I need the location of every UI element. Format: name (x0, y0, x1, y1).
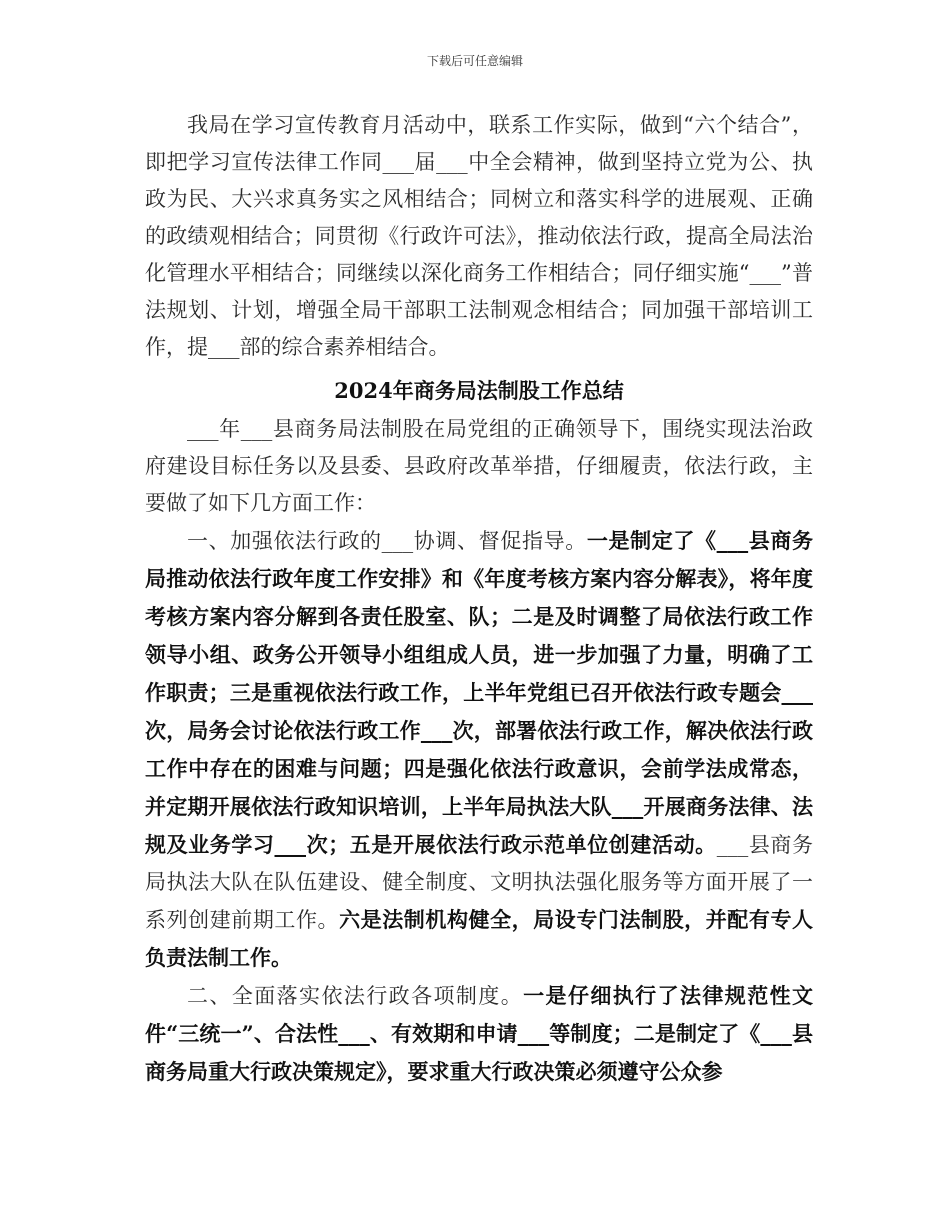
section-1-body-light: ___县商务局执法大队在队伍建设、健全制度、文明执法强化服务等方面开展了一系列创建前期工作。 (145, 833, 814, 932)
section-1-body-end: 六是法制机构健全，局设专门法制股，并配有专人负责法制工作。 (145, 907, 814, 970)
summary-paragraph: ___年___县商务局法制股在局党组的正确领导下，围绕实现法治政府建设目标任务以及县委、县政府改革举措，仔细履责，依法行政，主要做了如下几方面工作： (145, 417, 813, 515)
section-1-body: 一是制定了《___县商务局推动依法行政年度工作安排》和《年度考核方案内容分解表》，将年度考核方案内容分解到各责任股室、队；二是及时调整了局依法行政工作领导小组、政务公开领导小组组成人员，进一步加强了力量，明确了工作职责；三是重视依法行政工作，上半年党组已召开依法行政专题会___次，局务会讨论依法行政工作___次，部署依法行政工作，解决依法行政工作中存在的困难与问题；四是强化依法行政意识，会前学法成常态，并定期开展依法行政知识培训，上半年局执法大队___开展商务法律、法规及业务学习___次；五是开展依法行政示范单位创建活动。 (145, 528, 814, 857)
intro-paragraph: 我局在学习宣传教育月活动中，联系工作实际，做到“六个结合”，即把学习宣传法律工作同___届___中全会精神，做到坚持立党为公、执政为民、大兴求真务实之风相结合；同树立和落实科学的进展观、正确的政绩观相结合；同贯彻《行政许可法》，推动依法行政，提高全局法治化管理水平相结合；同继续以深化商务工作相结合；同仔细实施“___”普法规划、计划，增强全局干部职工法制观念相结合；同加强干部培训工作，提___部的综合素养相结合。 (145, 113, 813, 359)
section-2-heading: 二、全面落实依法行政各项制度。 (187, 984, 524, 1008)
section-2-body: 一是仔细执行了法律规范性文件“三统一”、合法性___、有效期和申请___等制度；二是制定了《___县商务局重大行政决策规定》，要求重大行政决策必须遵守公众参 (145, 983, 814, 1084)
section-2-paragraph (145, 977, 813, 1091)
document-body (145, 107, 813, 1091)
section-1-paragraph (145, 522, 813, 977)
page-header: 下载后可任意编辑 (426, 54, 523, 68)
document-title: 2024年商务局法制股工作总结 (334, 378, 624, 403)
section-1-heading: 一、加强依法行政的___协调、督促指导。 (187, 529, 587, 553)
